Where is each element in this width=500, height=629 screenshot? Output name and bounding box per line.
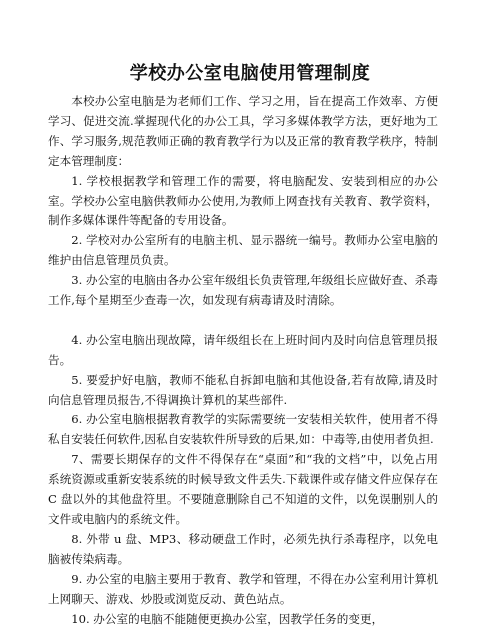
rule-9-paragraph: 9. 办公室的电脑主要用于教育、教学和管理，不得在办公室利用计算机上网聊天、游戏、炒股或浏览反动、黄色站点。 bbox=[48, 571, 438, 606]
rule-5-paragraph: 5. 要爱护好电脑，教师不能私自拆卸电脑和其他设备,若有故障,请及时向信息管理员报告,不得调换计算机的某些部件. bbox=[48, 372, 438, 407]
intro-paragraph: 本校办公室电脑是为老师们工作、学习之用，旨在提高工作效率、方便学习、促进交流.掌握现代化的办公工具，学习多媒体教学方法，更好地为工作、学习服务,规范教师正确的教育教学行为以及正常的教育教学秩序，特制定本管理制度： bbox=[48, 94, 438, 168]
rule-1-paragraph: 1. 学校根据教学和管理工作的需要，将电脑配发、安装到相应的办公室。学校办公室电脑供教师办公使用,为教师上网查找有关教育、教学资料，制作多媒体课件等配备的专用设备。 bbox=[48, 173, 438, 228]
document-title: 学校办公室电脑使用管理制度 bbox=[129, 63, 371, 84]
paragraph-spacer bbox=[48, 311, 438, 331]
rule-8-paragraph: 8. 外带 u 盘、MP3、移动硬盘工作时，必须先执行杀毒程序，以免电脑被传染病毒。 bbox=[48, 531, 438, 566]
rule-2-paragraph: 2. 学校对办公室所有的电脑主机、显示器统一编号。教师办公室电脑的维护由信息管理员负责。 bbox=[48, 233, 438, 268]
rule-10-paragraph: 10. 办公室的电脑不能随便更换办公室，因教学任务的变更， bbox=[71, 611, 384, 626]
rule-3-paragraph: 3. 办公室的电脑由各办公室年级组长负责管理,年级组长应做好查、杀毒工作,每个星期至少查毒一次，如发现有病毒请及时清除。 bbox=[48, 273, 438, 308]
rule-7-paragraph: 7、需要长期保存的文件不得保存在“桌面”和“我的文档”中，以免占用系统资源或重新安装系统的时候导致文件丢失.下载课件或存储文件应保存在 C 盘以外的其他盘符里。不要随意删除自己不知道的文件，以免误删别人的文件或电脑内的系统文件。 bbox=[48, 452, 438, 527]
document-body bbox=[48, 92, 438, 629]
rule-4-paragraph: 4. 办公室电脑出现故障，请年级组长在上班时间内及时向信息管理员报告。 bbox=[48, 332, 438, 367]
rule-6-paragraph: 6. 办公室电脑根据教育教学的实际需要统一安装相关软件，使用者不得私自安装任何软件,因私自安装软件所导致的后果,如：中毒等,由使用者负担. bbox=[48, 412, 438, 447]
